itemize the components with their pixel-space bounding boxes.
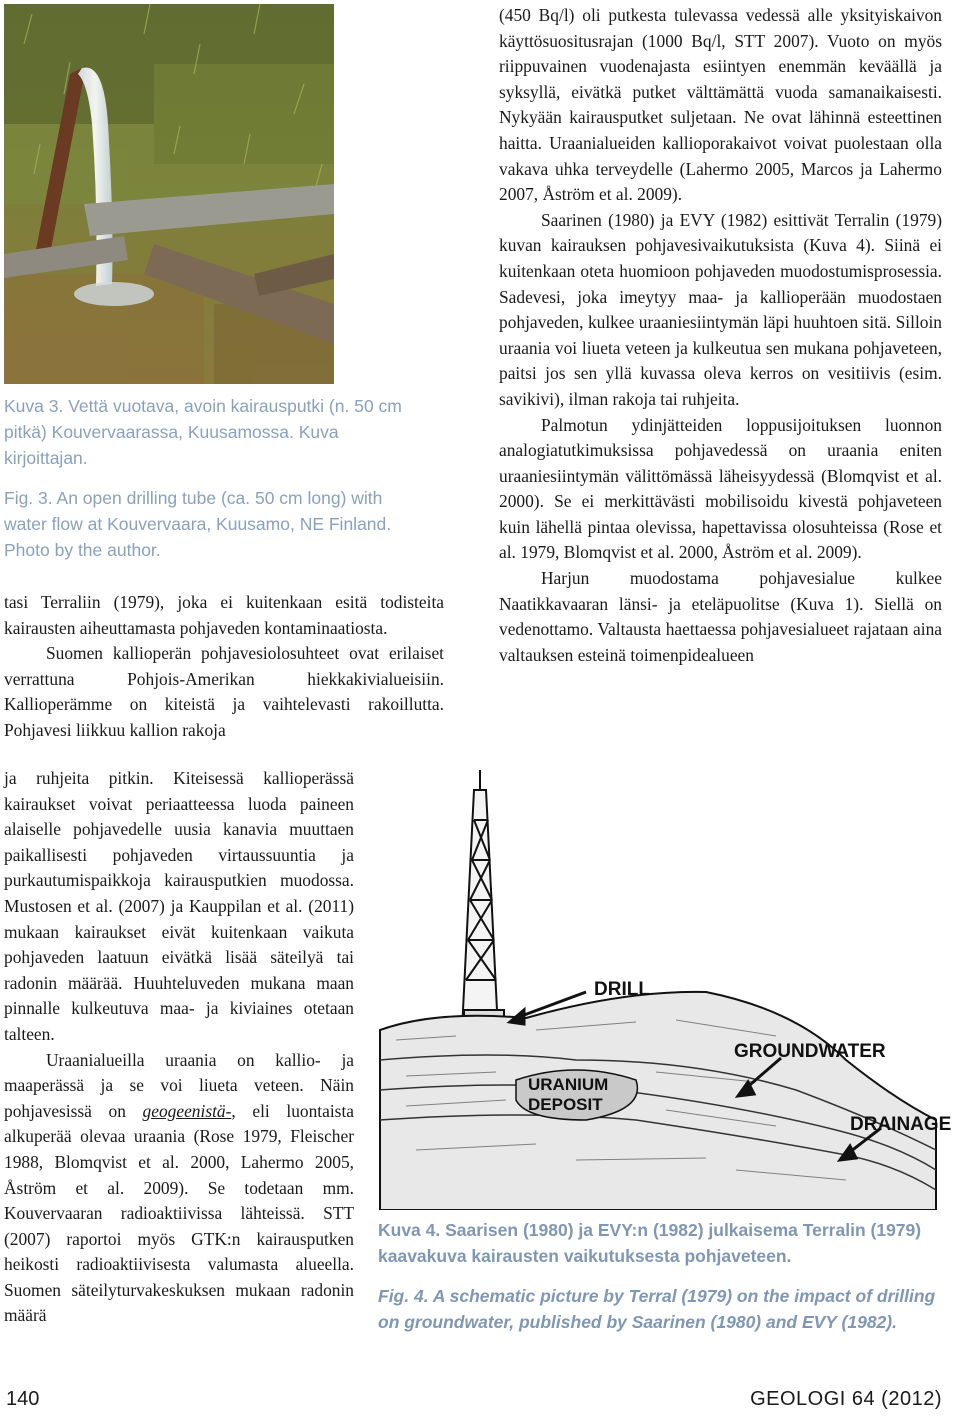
paragraph-text: Uraanialueilla uraania on kallio- ja maaperässä ja se voi liueta veteen. Näin pohjavesissä on [4,1049,354,1121]
figure-4-caption-en: Fig. 4. A schematic picture by Terral (1979) on the impact of drilling on groundwater, published by Saarinen (1980) and EVY (1982). [378,1286,936,1332]
paragraph: Harjun muodostama pohjavesialue kulkee Naatikkavaaran länsi- ja eteläpuolitse (Kuva 1). Siellä on vedenottamo. Valtausta haettaessa pohjavesialueet rajataan aina valtauksen esteinä toimenpidealueen [499,568,942,665]
paragraph: ja ruhjeita pitkin. Kiteisessä kallioperässä kairaukset voivat periaatteessa luoda paineen alaiselle pohjavedelle uusia kanavia muuttaen paikallisesti pohjaveden virtaussuuntia ja purkautumispaikkoja kairausputkien muodossa. Mustosen et al. (2007) ja Kauppilan et al. (2011) mukaan kairaukset eivät kuitenkaan vaikuta pohjaveden laatuun eivätkä lisää säteilyä tai radonin määrää. Huuhteluveden mukana maan pinnalle kulkeutuva maa- ja kiviaines otetaan talteen. [4,768,354,1044]
figure-4-caption-fi: Kuva 4. Saarisen (1980) ja EVY:n (1982) julkaisema Terralin (1979) kaavakuva kairausten vaikutuksesta pohjaveteen. [378,1220,922,1266]
diagram-label-groundwater: GROUNDWATER [734,1041,886,1062]
figure-4-diagram [376,760,956,1210]
photo-drilling-tube [4,4,334,384]
paragraph-text: , eli luontaista alkuperää olevaa uraania (Rose 1979, Fleischer 1988, Blomqvist et al. 2000, Lahermo 2005, Åström et al. 2009). Se todetaan mm. Kouvervaaran radioaktiivissa lähteissä. STT (2007) raportoi myös GTK:n kairausputken heikosti radioaktiivisesta valumasta alueella. Suomen säteilyturvakeskuksen mukaan radonin määrä [4,1100,354,1326]
diagram-label-uranium: URANIUM [528,1075,609,1094]
page-number: 140 [6,1388,40,1410]
diagram-label-drill: DRILL [594,979,650,1000]
paragraph: Suomen kallioperän pohjavesiolosuhteet ovat erilaiset verrattuna Pohjois-Amerikan hiekkakivialueisiin. Kallioperämme on kiteistä ja vaihtelevasti rakoillutta. Pohjavesi liikkuu kallion rakoja [4,643,444,740]
figure-4-caption [378,1217,938,1335]
figure-3-caption-en: Fig. 3. An open drilling tube (ca. 50 cm long) with water flow at Kouvervaara, Kuusamo, NE Finland. Photo by the author. [4,488,392,560]
right-text-column [499,3,942,668]
paragraph: Palmotun ydinjätteiden loppusijoituksen luonnon analogiatutkimuksissa pohjavedessä on uraania eniten uraaniesiintymän välittömässä läheisyydessä (Blomqvist et al. 2000). Se ei merkittävästi mobilisoidu kivestä pohjaveteen kuin lähellä pintaa olevissa, hapettavissa olosuhteissa (Rose et al. 1979, Blomqvist et al. 2000, Åström et al. 2009). [499,414,942,563]
figure-3-caption [4,393,424,563]
paragraph: tasi Terraliin (1979), joka ei kuitenkaan esitä todisteita kairausten aiheuttamasta pohjaveden kontaminaatiosta. [4,592,444,638]
left-text-column-top [4,590,444,744]
figure-3-caption-fi: Kuva 3. Vettä vuotava, avoin kairausputki (n. 50 cm pitkä) Kouvervaarassa, Kuusamossa. Kuva kirjoittajan. [4,396,402,468]
paragraph: Saarinen (1980) ja EVY (1982) esittivät Terralin (1979) kuvan kairauksen pohjavesivaikutuksista (Kuva 4). Siinä ei kuitenkaan oteta huomioon pohjaveden muodostumisprosessia. Sadevesi, joka imeytyy maa- ja kallioperään muodostaen pohjaveden, kulkee uraaniesiintymän läpi huuhtoen sitä. Silloin uraania voi liueta veteen ja kulkeutua sen mukana pohjaveteen, paitsi jos sen yllä kuvassa oleva kerros on vesitiivis (esim. savikivi), ilman rakoja tai ruhjeita. [499,209,942,409]
journal-name: GEOLOGI 64 (2012) [750,1388,942,1410]
paragraph: (450 Bq/l) oli putkesta tulevassa vedessä alle yksityiskaivon käyttösuositusrajan (1000 Bq/l, STT 2007). Vuoto on myös riippuvainen vuodenajasta esiintyen enemmän keväällä ja syksyllä, eivätkä putket välttämättä vuoda samanaikaisesti. Nykyään kairausputket suljetaan. Ne ovat lähinnä esteettinen haitta. Uraanialueiden kallioporakaivot voivat puolestaan olla vakava uhka terveydelle (Lahermo 2005, Marcos ja Lahermo 2007, Åström et al. 2009). [499,5,942,205]
diagram-label-drainage: DRAINAGE [850,1114,952,1135]
left-text-column-bottom [4,766,354,1329]
diagram-label-deposit: DEPOSIT [528,1095,603,1114]
paragraph [4,1048,354,1330]
emphasis-term: geogeenistä- [142,1100,232,1121]
